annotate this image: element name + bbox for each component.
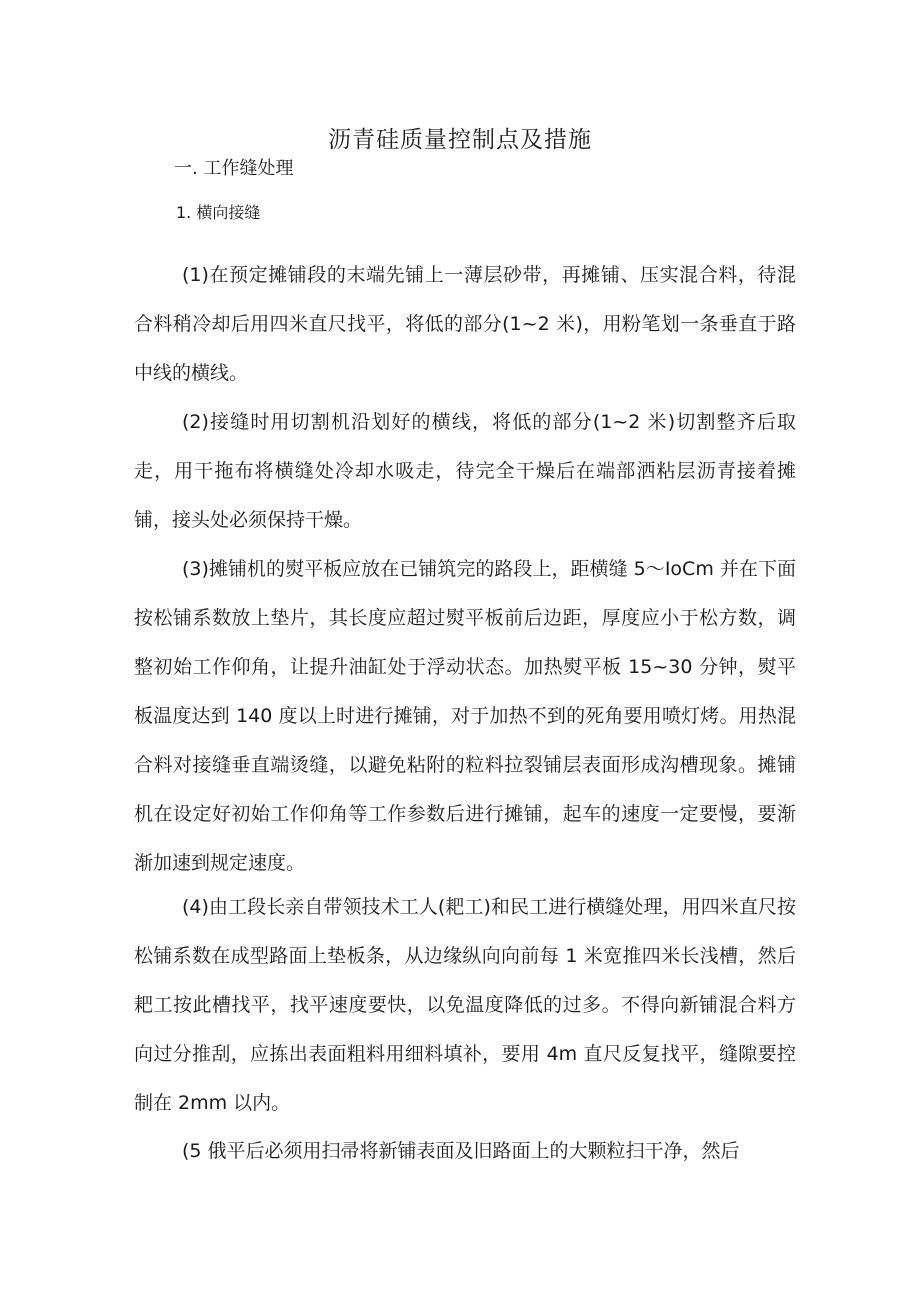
section-heading: 一. 工作缝处理 [174, 158, 294, 179]
document-title: 沥青硅质量控制点及措施 [328, 127, 592, 153]
subsection-heading: 1. 横向接缝 [176, 203, 261, 222]
paragraph-1: (1)在预定摊铺段的末端先铺上一薄层砂带，再摊铺、压实混合料，待混合料稍冷却后用四米直尺找平，将低的部分(1~2 米)，用粉笔划一条垂直于路中线的横线。 [134, 264, 796, 384]
paragraph-4: (4)由工段长亲自带领技术工人(耙工)和民工进行横缝处理，用四米直尺按松铺系数在成型路面上垫板条，从边缘纵向向前每 1 米宽推四米长浅槽，然后耙工按此槽找平，找平速度要快，以免温度降低的过多。不得向新铺混合料方向过分推刮，应拣出表面粗料用细料填补，要用 4m 直尺反复找平，缝隙要控制在 2mm 以内。 [134, 896, 796, 1114]
paragraph-2: (2)接缝时用切割机沿划好的横线，将低的部分(1~2 米)切割整齐后取走，用干拖布将横缝处冷却水吸走，待完全干燥后在端部洒粘层沥青接着摊铺，接头处必须保持干燥。 [134, 411, 796, 531]
paragraph-5: (5 俄平后必须用扫帚将新铺表面及旧路面上的大颗粒扫干净，然后 [182, 1140, 740, 1162]
paragraph-3: (3)摊铺机的熨平板应放在已铺筑完的路段上，距横缝 5～IoCm 并在下面按松铺系数放上垫片，其长度应超过熨平板前后边距，厚度应小于松方数，调整初始工作仰角，让提升油缸处于浮动状态。加热熨平板 15~30 分钟，熨平板温度达到 140 度以上时进行摊铺，对于加热不到的死角要用喷灯烤。用热混合料对接缝垂直端烫缝，以避免粘附的粒料拉裂铺层表面形成沟槽现象。摊铺机在设定好初始工作仰角等工作参数后进行摊铺，起车的速度一定要慢，要渐渐加速到规定速度。 [134, 558, 796, 874]
